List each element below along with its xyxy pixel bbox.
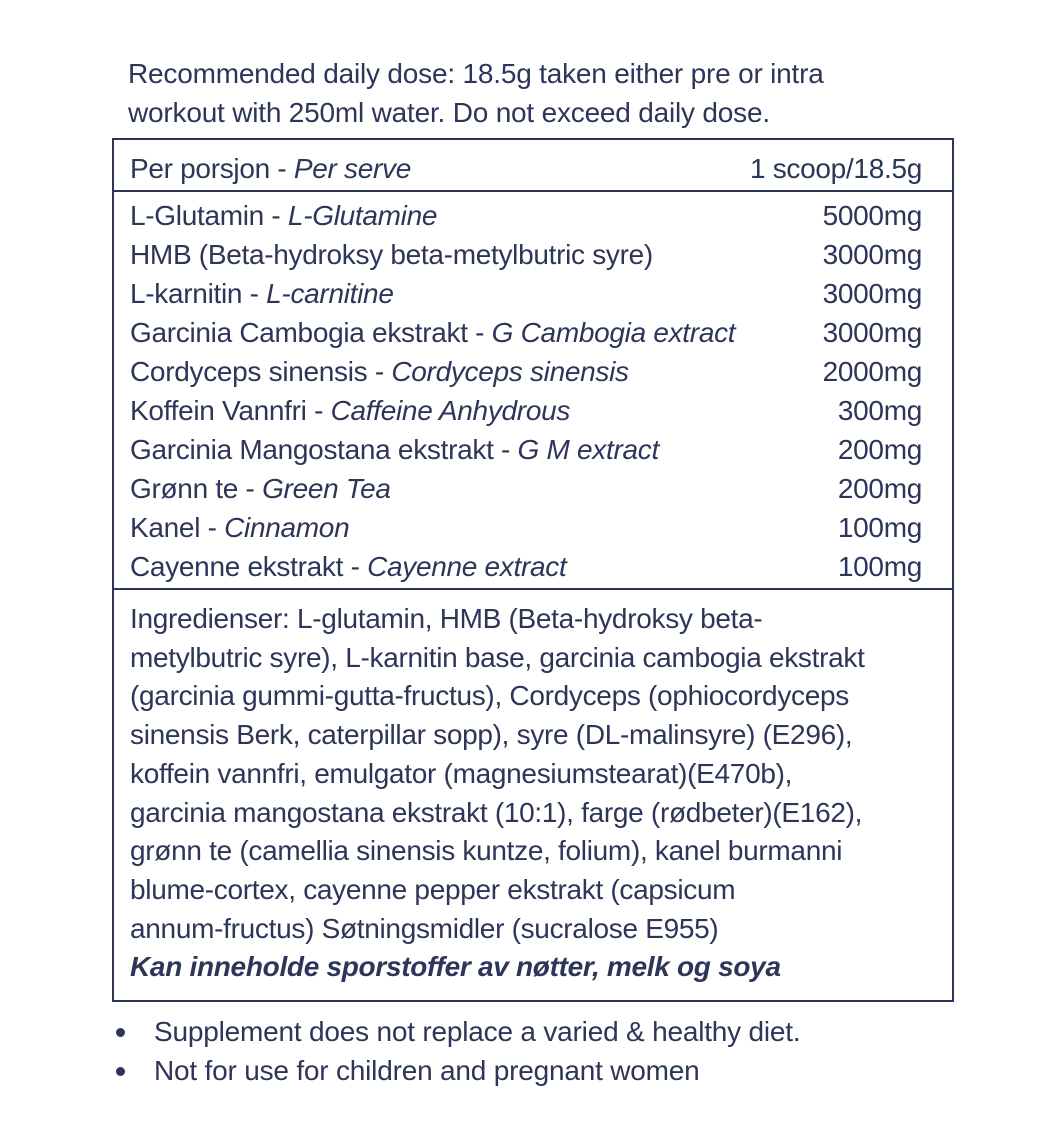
nutrient-row: [130, 235, 922, 274]
disclaimer-text: Not for use for children and pregnant women: [154, 1055, 700, 1086]
nutrient-amount: 200mg: [837, 434, 922, 465]
nutrient-name-en: Cordyceps sinensis: [391, 356, 629, 387]
nutrient-row: [130, 430, 922, 469]
dosage-instructions: [128, 54, 948, 132]
nutrient-amount: 2000mg: [822, 356, 922, 387]
allergen-warning: Kan inneholde sporstoffer av nøtter, melk og soya: [130, 951, 781, 983]
bullet-icon: [116, 1067, 125, 1076]
nutrient-table: [114, 192, 952, 590]
nutrient-name-en: Cayenne extract: [367, 551, 567, 582]
nutrient-name-en: Caffeine Anhydrous: [330, 395, 571, 426]
bullet-icon: [116, 1028, 125, 1037]
nutrient-name-en: G M extract: [517, 434, 659, 465]
nutrient-name-no: Koffein Vannfri -: [130, 395, 331, 426]
ingredients-line: sinensis Berk, caterpillar sopp), syre (DL-malinsyre) (E296),: [130, 719, 853, 751]
dosage-line-2: workout with 250ml water. Do not exceed daily dose.: [128, 97, 770, 128]
nutrient-name-en: L-Glutamine: [287, 200, 438, 231]
ingredients-list: [130, 600, 942, 987]
nutrient-amount: 300mg: [837, 395, 922, 426]
ingredients-line: koffein vannfri, emulgator (magnesiumstearat)(E470b),: [130, 757, 793, 789]
serving-label-en: Per serve: [293, 153, 411, 184]
nutrient-row: [130, 391, 922, 430]
serving-size: 1 scoop/18.5g: [749, 153, 922, 184]
nutrient-amount: 3000mg: [822, 317, 922, 348]
nutrient-row: [130, 274, 922, 313]
nutrient-amount: 5000mg: [822, 200, 922, 231]
nutrient-name-no: Garcinia Cambogia ekstrakt -: [130, 317, 492, 348]
ingredients-line: garcinia mangostana ekstrakt (10:1), farge (rødbeter)(E162),: [130, 796, 863, 828]
nutrient-name-no: L-Glutamin -: [130, 200, 288, 231]
disclaimer-text: Supplement does not replace a varied & healthy diet.: [154, 1016, 801, 1047]
nutrient-name-no: HMB (Beta-hydroksy beta-metylbutric syre): [130, 239, 653, 270]
serving-header: [114, 140, 952, 192]
nutrient-name-no: Grønn te -: [130, 473, 263, 504]
nutrient-name-no: Kanel -: [130, 512, 225, 543]
nutrient-row: [130, 352, 922, 391]
serving-header-row: [130, 149, 922, 188]
nutrient-amount: 3000mg: [822, 239, 922, 270]
nutrient-row: [130, 547, 922, 586]
nutrient-name-en: L-carnitine: [266, 278, 394, 309]
nutrient-amount: 200mg: [837, 473, 922, 504]
ingredients-line: metylbutric syre), L-karnitin base, garcinia cambogia ekstrakt: [130, 641, 865, 673]
ingredients-line: (garcinia gummi-gutta-fructus), Cordyceps (ophiocordyceps: [130, 680, 849, 712]
serving-label: [130, 149, 411, 188]
nutrient-name-en: Cinnamon: [224, 512, 350, 543]
ingredients-line: grønn te (camellia sinensis kuntze, folium), kanel burmanni: [130, 835, 843, 867]
nutrient-amount: 100mg: [837, 512, 922, 543]
list-item: [112, 1012, 952, 1051]
nutrient-row: [130, 469, 922, 508]
dosage-line-1: Recommended daily dose: 18.5g taken either pre or intra: [128, 58, 824, 89]
nutrient-row: [130, 508, 922, 547]
nutrient-name-no: L-karnitin -: [130, 278, 267, 309]
nutrient-amount: 100mg: [837, 551, 922, 582]
ingredients-line: Ingredienser: L-glutamin, HMB (Beta-hydroksy beta-: [130, 603, 763, 634]
serving-label-no: Per porsjon -: [130, 153, 294, 184]
nutrient-amount: 3000mg: [822, 278, 922, 309]
list-item: [112, 1051, 952, 1090]
nutrient-row: [130, 313, 922, 352]
disclaimer-list: [112, 1012, 952, 1090]
ingredients-line: blume-cortex, cayenne pepper ekstrakt (capsicum: [130, 873, 736, 905]
nutrient-name-no: Cayenne ekstrakt -: [130, 551, 368, 582]
nutrition-facts-box: [112, 138, 954, 1002]
nutrient-name-en: G Cambogia extract: [491, 317, 736, 348]
ingredients-line: annum-fructus) Søtningsmidler (sucralose E955): [130, 912, 719, 944]
nutrient-name-no: Cordyceps sinensis -: [130, 356, 392, 387]
nutrient-name-no: Garcinia Mangostana ekstrakt -: [130, 434, 518, 465]
nutrient-name-en: Green Tea: [262, 473, 391, 504]
nutrient-row: [130, 196, 922, 235]
